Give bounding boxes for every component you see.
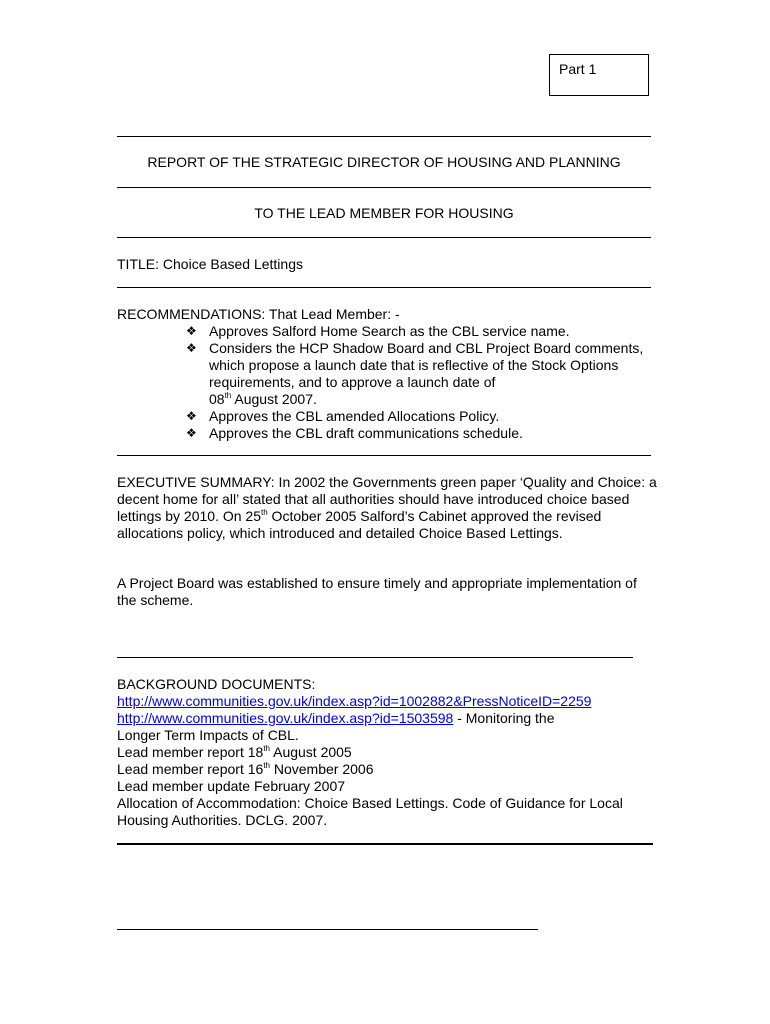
report-title: TITLE: Choice Based Lettings (117, 256, 303, 272)
list-item: ❖ Approves Salford Home Search as the CBL service name. (186, 323, 570, 339)
diamond-bullet-icon: ❖ (186, 341, 197, 355)
divider (117, 237, 651, 238)
to-member-heading: TO THE LEAD MEMBER FOR HOUSING (254, 205, 514, 221)
executive-summary: EXECUTIVE SUMMARY: In 2002 the Governments green paper ‘Quality and Choice: a decent home for all’ stated that all authorities should have introduced choice based lettings by 2010. On 25th October 2005 Salford’s Cabinet approved the revised allocations policy, which introduced and detailed Choice Based Lettings. (117, 474, 657, 541)
divider (117, 287, 651, 288)
background-link-2[interactable]: http://www.communities.gov.uk/index.asp?id=1503598 (117, 710, 454, 726)
allocation-guidance: Allocation of Accommodation: Choice Based Lettings. Code of Guidance for Local Housing Authorities. DCLG. 2007. (117, 795, 623, 828)
part-label: Part 1 (559, 61, 597, 77)
part-label-box (549, 54, 649, 96)
diamond-bullet-icon: ❖ (186, 324, 197, 338)
lead-member-report-2006: Lead member report 16th November 2006 (117, 761, 374, 777)
recommendations-heading: RECOMMENDATIONS: That Lead Member: - (117, 306, 400, 322)
divider (117, 843, 653, 845)
list-item: ❖ Considers the HCP Shadow Board and CBL Project Board comments, which propose a launch date that is reflective of the Stock Options requirements, and to approve a launch date of 08th August 2007. (186, 340, 644, 407)
background-link-1[interactable]: http://www.communities.gov.uk/index.asp?id=1002882&PressNoticeID=2259 (117, 693, 592, 709)
background-documents: BACKGROUND DOCUMENTS: http://www.communities.gov.uk/index.asp?id=1002882&PressNoticeID=2259 http://www.communities.gov.uk/index.asp?id=1503598 - Monitoring the Longer Term Impacts of CBL. Lead member report 18th August 2005 Lead member report 16th November 2006 Lead member update February 2007 Allocation of Accommodation: Choice Based Lettings. Code of Guidance for Local Housing Authorities. DCLG. 2007. (117, 676, 657, 829)
background-heading: BACKGROUND DOCUMENTS: (117, 676, 316, 692)
divider (117, 657, 633, 658)
project-board-paragraph: A Project Board was established to ensure timely and appropriate implementation of the scheme. (117, 575, 637, 608)
divider (117, 929, 538, 930)
lead-member-update: Lead member update February 2007 (117, 778, 346, 794)
divider (117, 187, 651, 188)
list-item: ❖ Approves the CBL draft communications schedule. (186, 425, 523, 441)
list-item: ❖ Approves the CBL amended Allocations Policy. (186, 408, 500, 424)
report-of-heading: REPORT OF THE STRATEGIC DIRECTOR OF HOUSING AND PLANNING (147, 154, 621, 170)
lead-member-report-2005: Lead member report 18th August 2005 (117, 744, 352, 760)
diamond-bullet-icon: ❖ (186, 409, 197, 423)
recommendations-list (186, 323, 656, 442)
divider (117, 455, 651, 456)
diamond-bullet-icon: ❖ (186, 426, 197, 440)
divider (117, 136, 651, 137)
